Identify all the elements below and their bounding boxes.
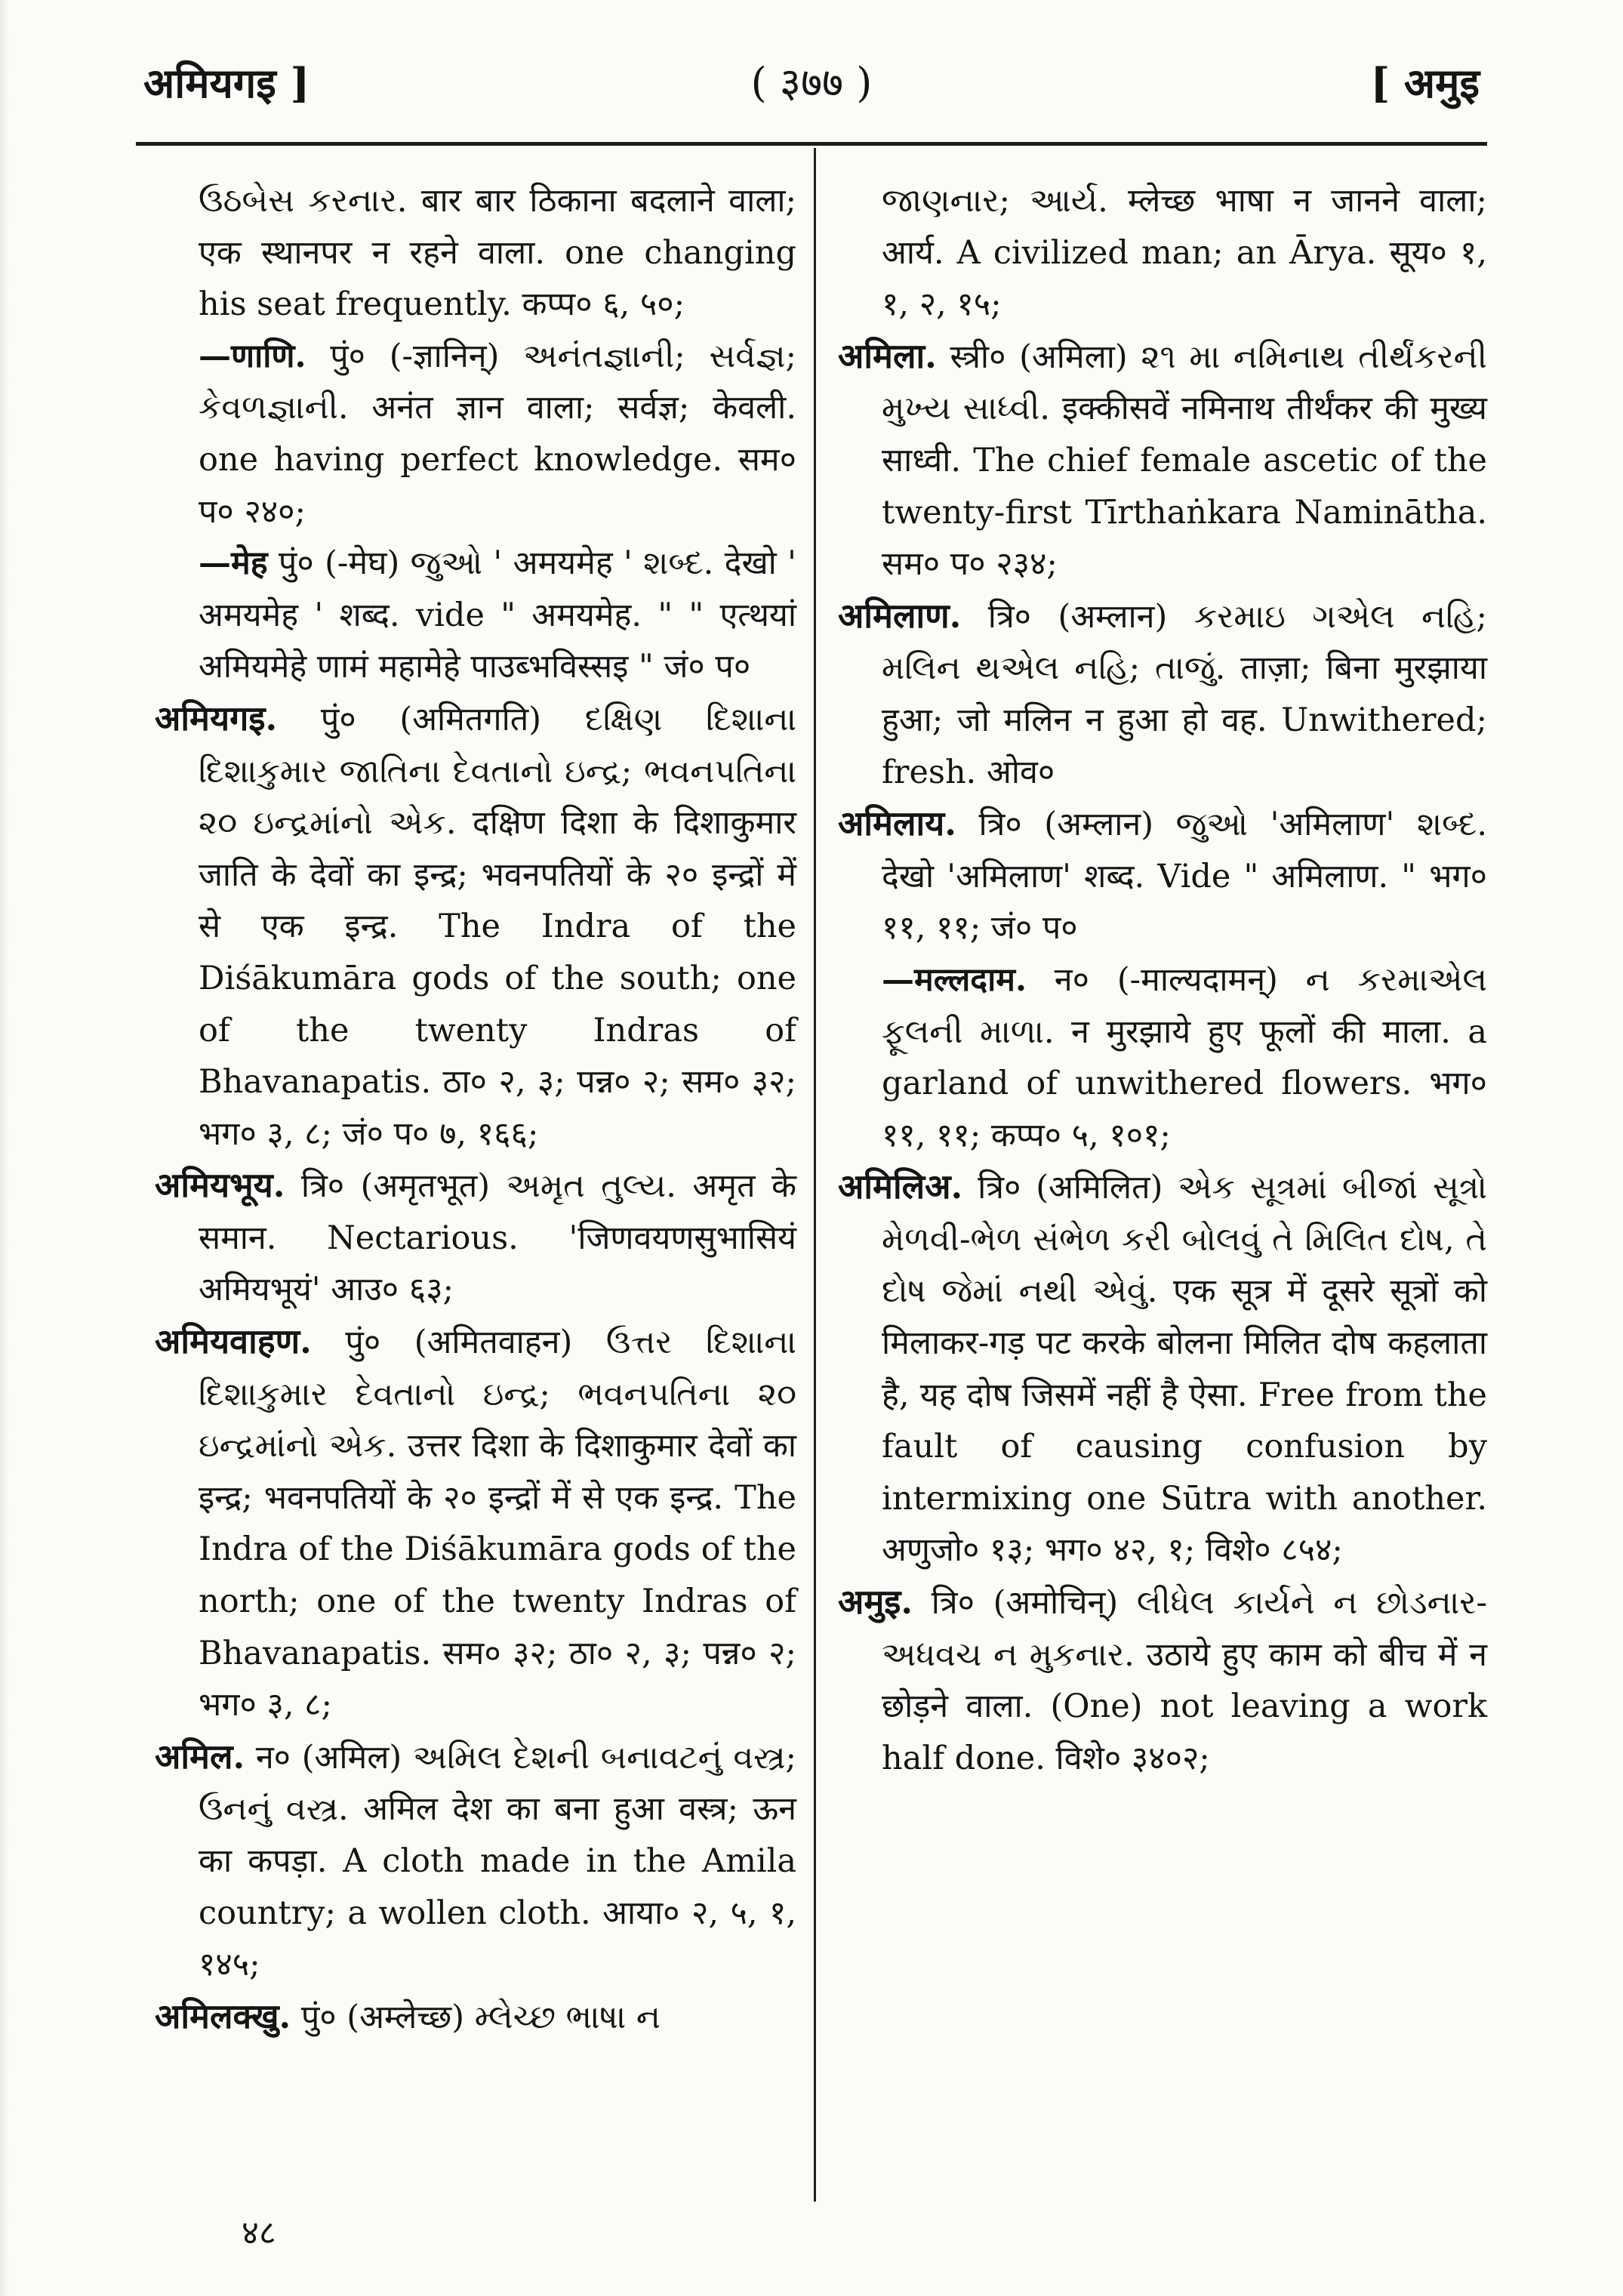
entry-headword: अमियभूय. [155,1165,285,1206]
entry-body: न० (अमिल) અમિલ દેશની બનાવટનું વસ્ત્ર; ઉનનું વસ્ત્ર. अमिल देश का बना हुआ वस्त्र; ऊन का कपड़ा. A cloth made in the Amila country; a wollen cloth. आया० २, ५, १, १४५; [199,1738,796,1984]
subentry-headword: —मेह [199,544,268,583]
subentry-headword: —णाणि. [199,337,306,375]
subentry-headword: —मल्लदाम. [882,960,1027,999]
dictionary-entry [155,1160,796,1316]
entry-body: न० (-माल्यदामन्) ન કરમાએલ ફૂલની માળા. न मुरझाये हुए फूलों की माला. a garland of unwithered flowers. भग० ११, ११; कप्प० ५, १०१; [882,960,1487,1154]
entry-body: त्रि० (अम्लान) કરમાઇ ગએલ નહિ; મલિન થએલ નહિ; તાજું. ताज़ा; बिना मुरझाया हुआ; जो मलिन न हुआ हो वह. Unwithered; fresh. ओव० [882,597,1487,791]
entry-body: त्रि० (अमोचिन्) લીધેલ કાર્યને ન છોડનાર-અધવચ ન મુકનાર. उठाये हुए काम को बीच में न छोड़ने वाला. (One) not leaving a work half done. विशे० ३४०२; [882,1584,1487,1777]
entry-headword: अमिला. [838,335,937,376]
dictionary-entry [155,1991,796,2044]
column-divider [814,148,816,2202]
dictionary-entry-continuation [155,175,796,331]
entry-body: पुं० (अम्लेच्छ) મ્લેચ્છ ભાષા ન [291,1998,661,2036]
header-right-guideword: [ अमुइ [1370,59,1480,107]
entry-headword: अमुइ. [838,1582,913,1623]
entry-body: पुं० (-ज्ञानिन्) અનંતજ્ઞાની; સર્વજ્ઞ; કેવળજ્ઞાની. अनंत ज्ञान वाला; सर्वज्ञ; केवली. one having perfect knowledge. सम० प० २४०; [199,337,796,531]
entry-headword: अमिलिअ. [838,1166,963,1207]
entry-body: त्रि० (अमिलित) એક સૂત્રમાં બીજાં સૂત્રો મેળવી-ભેળ સંભેળ કરી બોલવું તે મિલિત દોષ, તે દોષ જેમાં નથી એવું. एक सूत्र में दूसरे सूत्रों को मिलाकर-गड़ पट करके बोलना मिलित दोष कहलाता है, यह दोष जिसमें नहीं है ऐसा. Free from the fault of causing confusion by intermixing one Sūtra with another. अणुजो० १३; भग० ४२, १; विशे० ८५४; [882,1169,1487,1570]
entry-body: त्रि० (अमृतभूत) અમૃત તુલ્ય. अमृत के समान. Nectarious. 'जिणवयणसुभासियं अमियभूयं' आउ० ६३; [199,1167,796,1309]
entry-headword: अमियगइ. [155,698,278,738]
header-rule [136,142,1487,146]
right-column [838,175,1487,1784]
dictionary-entry [838,590,1487,798]
entry-body: જાણનાર; આર્ય. म्लेच्छ भाषा न जानने वाला; आर्य. A civilized man; an Ārya. सूय० १, १, २, १५; [882,182,1487,324]
left-column [155,175,796,2043]
header-page-number: ( ३७७ ) [750,59,873,106]
entry-body: ઉઠબેસ કરનાર. बार बार ठिकाना बदलाने वाला; एक स्थानपर न रहने वाला. one changing his seat frequently. कप्प० ६, ५०; [199,182,796,324]
entry-headword: अमिल. [155,1736,245,1777]
dictionary-entry [838,1576,1487,1784]
entry-body: पुं० (-मेघ) જુઓ ' अमयमेह ' શબ્દ. देखो ' अमयमेह ' शब्द. vide " अमयमेह. " " एत्थयां अमियमेहे णामं महामेहे पाउब्भविस्सइ " जं० प० [199,544,796,686]
footer-page-number: ४८ [242,2214,276,2252]
entry-body: त्रि० (अम्लान) જુઓ 'अमिलाण' શબ્દ. देखो 'अमिलाण' शब्द. Vide " अमिलाण. " भग० ११, ११; जं० प० [882,806,1487,948]
header-left-guideword: अमियगइ ] [143,59,310,107]
dictionary-entry [155,693,796,1160]
dictionary-subentry [838,954,1487,1161]
dictionary-entry [155,1731,796,1991]
entry-headword: अमियवाहण. [155,1321,312,1362]
entry-body: स्त्री० (अमिला) ૨૧ મા નમિનાથ તીર્થંકરની મુખ્ય સાધ્વી. इक्कीसवें नमिनाथ तीर्थंकर की मुख्य साध्वी. The chief female ascetic of the twenty-first Tīrthaṅkara Naminātha. सम० प० २३४; [882,337,1487,584]
entry-body: पुं० (अमितगति) દક્ષિણ દિશાના દિશાકુમાર જાતિના દેવતાનો ઇન્દ્ર; ભવનપતિના ૨૦ ઇન્દ્રમાંનો એક. दक्षिण दिशा के दिशाकुमार जाति के देवों का इन्द्र; भवनपतियों के २० इन्द्रों में से एक इन्द्र. The Indra of the Diśākumāra gods of the south; one of the twenty Indras of Bhavanapatis. ठा० २, ३; पन्न० २; सम० ३२; भग० ३, ८; जं० प० ७, १६६; [199,700,796,1153]
dictionary-entry [155,1316,796,1731]
dictionary-entry [838,798,1487,954]
dictionary-entry [838,1161,1487,1576]
scan-edge [0,0,9,2296]
dictionary-entry [838,331,1487,590]
entry-headword: अमिलाय. [838,803,956,844]
dictionary-entry-continuation [838,175,1487,331]
entry-body: पुं० (अमितवाहन) ઉત્તર દિશાના દિશાકુમાર દેવતાનો ઇન્દ્ર; ભવનપતિના ૨૦ ઇન્દ્રમાંનો એક. उत्तर दिशा के दिशाकुमार देवों का इन्द्र; भवनपतियों के २० इन्द्रों में से एक इन्द्र. The Indra of the Diśākumāra gods of the north; one of the twenty Indras of Bhavanapatis. सम० ३२; ठा० २, ३; पन्न० २; भग० ३, ८; [199,1324,796,1724]
dictionary-subentry [155,331,796,538]
entry-headword: अमिलाण. [838,595,962,636]
entry-headword: अमिलक्खु. [155,1996,291,2036]
page-header [143,45,1480,121]
dictionary-subentry [155,538,796,693]
